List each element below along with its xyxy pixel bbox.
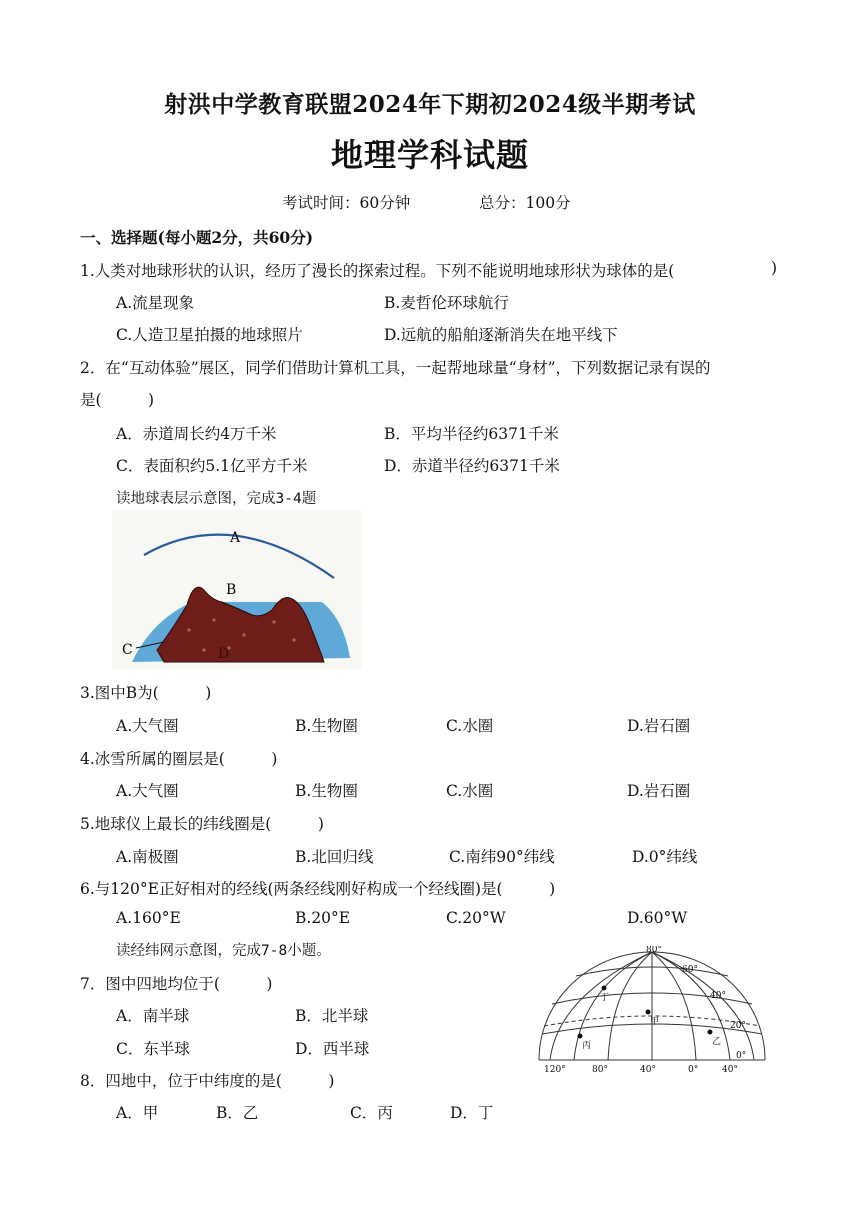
point-bing: [578, 1034, 583, 1039]
point-jia: [646, 1010, 651, 1015]
q3-option-a: A.大气圈: [116, 717, 179, 735]
q7-option-a: A．南半球: [116, 1007, 190, 1025]
lon-label-40w: 40°: [640, 1065, 656, 1074]
q2-option-c: C．表面积约5.1亿平方千米: [116, 457, 308, 475]
section-heading: 一、选择题(每小题2分，共60分): [80, 228, 314, 247]
label-c: C: [122, 642, 133, 658]
lat-label-80: 80°: [646, 946, 662, 955]
question-2-stem-line1: 2．在“互动体验”展区，同学们借助计算机工具，一起帮地球量“身材”，下列数据记录有误的: [80, 359, 711, 377]
q5-option-b: B.北回归线: [295, 848, 374, 866]
q8-option-d: D．丁: [450, 1104, 494, 1122]
lat-label-0: 0°: [736, 1051, 747, 1061]
question-7-stem: 7．图中四地均位于( ): [80, 975, 273, 993]
label-bing: 丙: [582, 1041, 592, 1051]
subject-title: 地理学科试题: [330, 136, 529, 174]
point-ding: [602, 986, 607, 991]
q5-option-a: A.南极圈: [116, 848, 179, 866]
q4-option-d: D.岩石圈: [627, 782, 691, 800]
q5-option-d: D.0°纬线: [632, 848, 698, 866]
q8-option-b: B．乙: [216, 1104, 259, 1122]
lon-label-120: 120°: [544, 1065, 566, 1074]
label-ding: 丁: [600, 993, 610, 1003]
lat-label-40: 40°: [710, 991, 726, 1001]
q2-option-b: B．平均半径约6371千米: [384, 425, 559, 443]
question-2-stem-line2: 是( ): [80, 391, 155, 409]
question-3-stem: 3.图中B为( ): [80, 684, 212, 702]
exam-time: 考试时间：60分钟: [282, 194, 411, 212]
question-1-stem: 1.人类对地球形状的认识，经历了漫长的探索过程。下列不能说明地球形状为球体的是(: [80, 262, 675, 280]
label-yi: 乙: [712, 1037, 722, 1047]
q7-option-b: B．北半球: [295, 1007, 369, 1025]
q8-option-a: A．甲: [116, 1104, 159, 1122]
label-a: A: [230, 530, 241, 546]
q1-option-b: B.麦哲伦环球航行: [384, 294, 509, 312]
q7-option-c: C．东半球: [116, 1040, 190, 1058]
earth-layers-figure: [112, 510, 362, 670]
q4-option-b: B.生物圈: [295, 782, 358, 800]
q6-option-d: D.60°W: [627, 909, 688, 927]
q1-option-c: C.人造卫星拍摄的地球照片: [116, 326, 303, 344]
reading-instruction-2: 读经纬网示意图，完成7-8小题。: [116, 943, 331, 959]
q2-option-a: A．赤道周长约4万千米: [116, 425, 277, 443]
q3-option-c: C.水圈: [446, 717, 494, 735]
exam-header-title: 射洪中学教育联盟2024年下期初2024级半期考试: [164, 91, 696, 118]
q1-option-a: A.流星现象: [116, 294, 195, 312]
question-1-close: ): [771, 259, 778, 277]
lat-label-60: 60°: [682, 965, 698, 975]
q6-option-a: A.160°E: [116, 909, 181, 927]
lon-label-40e: 40°: [722, 1065, 738, 1074]
q6-option-c: C.20°W: [446, 909, 506, 927]
question-4-stem: 4.冰雪所属的圈层是( ): [80, 750, 278, 768]
question-6-stem: 6.与120°E正好相对的经线(两条经线刚好构成一个经线圈)是( ): [80, 880, 556, 898]
question-5-stem: 5.地球仪上最长的纬线圈是( ): [80, 815, 324, 833]
point-yi: [708, 1030, 713, 1035]
q7-option-d: D．西半球: [295, 1040, 370, 1058]
reading-instruction-1: 读地球表层示意图，完成3-4题: [116, 491, 317, 507]
q4-option-c: C.水圈: [446, 782, 494, 800]
lon-label-0: 0°: [688, 1065, 699, 1074]
lat-label-20: 20°: [730, 1021, 746, 1031]
lon-label-80: 80°: [592, 1065, 608, 1074]
q6-option-b: B.20°E: [295, 909, 351, 927]
q8-option-c: C．丙: [350, 1104, 393, 1122]
q3-option-b: B.生物圈: [295, 717, 358, 735]
q3-option-d: D.岩石圈: [627, 717, 691, 735]
label-d: D: [218, 646, 230, 662]
question-8-stem: 8．四地中，位于中纬度的是( ): [80, 1072, 335, 1090]
q1-option-d: D.远航的船舶逐渐消失在地平线下: [384, 326, 618, 344]
q4-option-a: A.大气圈: [116, 782, 179, 800]
q2-option-d: D．赤道半径约6371千米: [384, 457, 560, 475]
label-jia: 甲: [650, 1017, 660, 1027]
q5-option-c: C.南纬90°纬线: [449, 848, 555, 866]
total-score: 总分：100分: [479, 194, 571, 212]
graticule-figure: [536, 946, 768, 1074]
label-b: B: [226, 582, 237, 598]
